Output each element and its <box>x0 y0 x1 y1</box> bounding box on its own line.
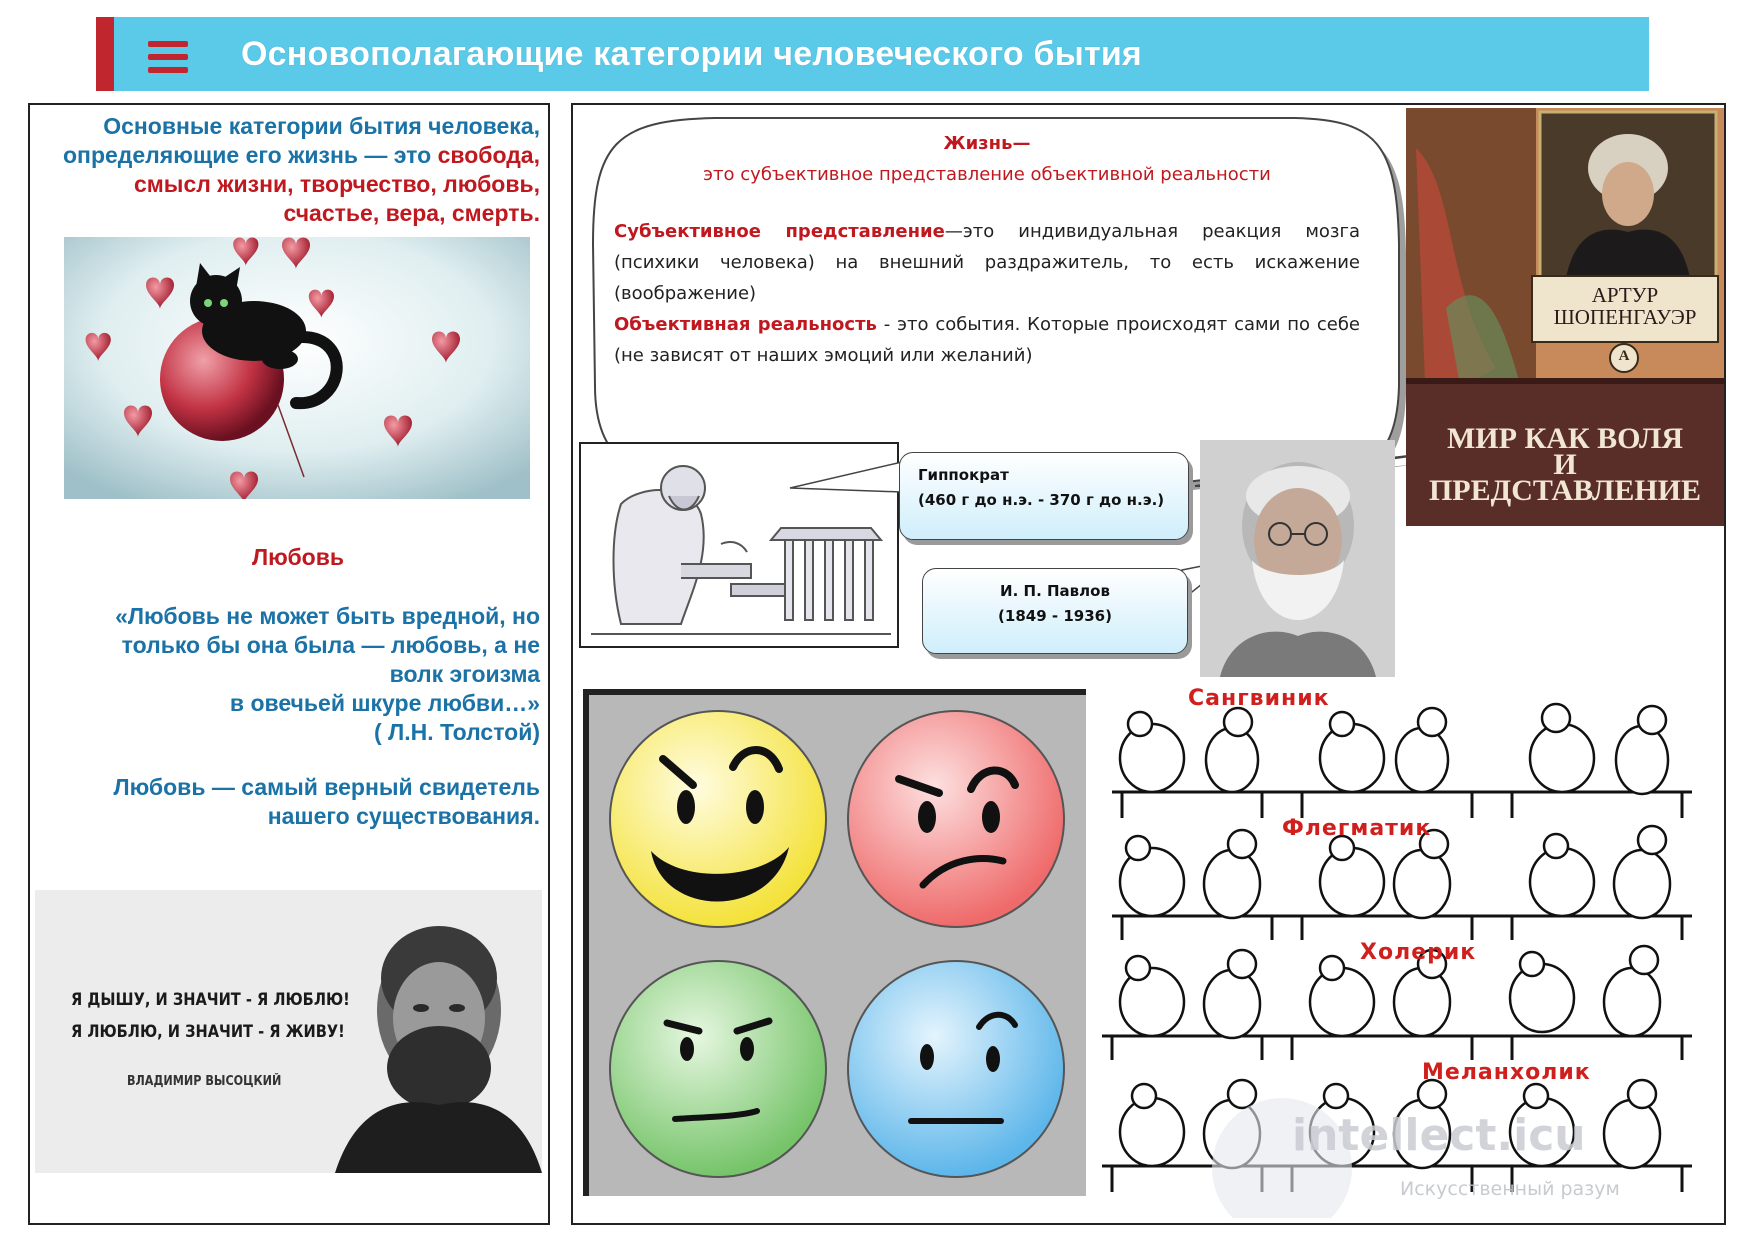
quote-line: только бы она была — любовь, а не <box>121 632 540 658</box>
neutral-face-icon <box>610 961 826 1177</box>
book-title <box>1406 422 1724 507</box>
sanguine-label: Сангвиник <box>1188 688 1330 711</box>
quote-line: нашего существования. <box>267 803 540 829</box>
objective-term: Объективная реальность <box>614 314 877 335</box>
witness-quote <box>40 773 540 831</box>
subjective-term: Субъективное представление <box>614 221 945 242</box>
hippocrates-years: (460 г до н.э. - 370 г до н.э.) <box>918 491 1165 509</box>
publisher-logo-icon: А <box>1618 348 1630 364</box>
love-cat-image <box>64 237 530 499</box>
watermark-subtitle: Искусственный разум <box>1400 1178 1620 1200</box>
watermark: intellect.icu <box>1292 1110 1586 1161</box>
quote-line: Любовь — самый верный свидетель <box>113 774 540 800</box>
book-title-line: ПРЕДСТАВЛЕНИЕ <box>1428 474 1702 507</box>
definition-text <box>614 128 1360 371</box>
melancholic-label: Меланхолик <box>1422 1060 1591 1085</box>
page-header <box>96 17 1649 91</box>
intro-text <box>40 112 540 228</box>
book-title-line: И <box>1553 448 1577 481</box>
header-accent-bar <box>96 17 114 91</box>
objective-definition: - это события. Которые происходят сами по себе (не зависят от наших эмоций или желаний) <box>614 314 1360 366</box>
pavlov-portrait <box>1200 440 1395 677</box>
quote-line: в овечьей шкуре любви…» <box>229 690 540 716</box>
quote-line: волк эгоизма <box>389 661 540 687</box>
pavlov-callout <box>922 568 1188 654</box>
life-definition: это субъективное представление объективной реальности <box>703 164 1271 185</box>
hippocrates-callout <box>899 452 1189 540</box>
angry-face-icon <box>848 711 1064 927</box>
subjective-definition: —это индивидуальная реакция мозга (психики человека) на внешний раздражитель, то есть искажение (воображение) <box>614 221 1360 304</box>
tolstoy-quote <box>40 602 540 747</box>
pavlov-name: И. П. Павлов <box>1000 582 1110 600</box>
vysotsky-author: ВЛАДИМИР ВЫСОЦКИЙ <box>127 1074 282 1089</box>
book-author-last: ШОПЕНГАУЭР <box>1553 305 1697 329</box>
intro-blue: Основные категории бытия человека, определяющие его жизнь — это <box>63 113 540 168</box>
vysotsky-image <box>35 890 542 1173</box>
love-heading: Любовь <box>251 544 344 570</box>
emotion-faces-image <box>583 689 1086 1196</box>
book-author <box>1532 284 1718 328</box>
vysotsky-quote-line: Я ЛЮБЛЮ, И ЗНАЧИТ - Я ЖИВУ! <box>71 1022 345 1042</box>
schopenhauer-book-cover <box>1406 108 1724 526</box>
book-title-line: МИР КАК ВОЛЯ <box>1446 422 1683 455</box>
pavlov-years: (1849 - 1936) <box>998 607 1112 625</box>
phlegmatic-label: Флегматик <box>1282 816 1432 841</box>
hamburger-menu-icon[interactable] <box>148 41 188 73</box>
page-title: Основополагающие категории человеческого бытия <box>241 35 1142 73</box>
book-author-first: АРТУР <box>1591 283 1659 307</box>
quote-author: ( Л.Н. Толстой) <box>374 719 540 745</box>
skeptical-face-icon <box>848 961 1064 1177</box>
intro-categories: свобода, смысл жизни, творчество, любовь, счастье, вера, смерть. <box>134 142 540 226</box>
happy-face-icon <box>610 711 826 927</box>
vysotsky-quote-line: Я ДЫШУ, И ЗНАЧИТ - Я ЛЮБЛЮ! <box>71 990 350 1010</box>
life-term: Жизнь— <box>943 133 1031 154</box>
choleric-label: Холерик <box>1360 940 1477 965</box>
quote-line: «Любовь не может быть вредной, но <box>115 603 540 629</box>
hippocrates-image <box>579 442 899 648</box>
hippocrates-name: Гиппократ <box>918 466 1009 484</box>
